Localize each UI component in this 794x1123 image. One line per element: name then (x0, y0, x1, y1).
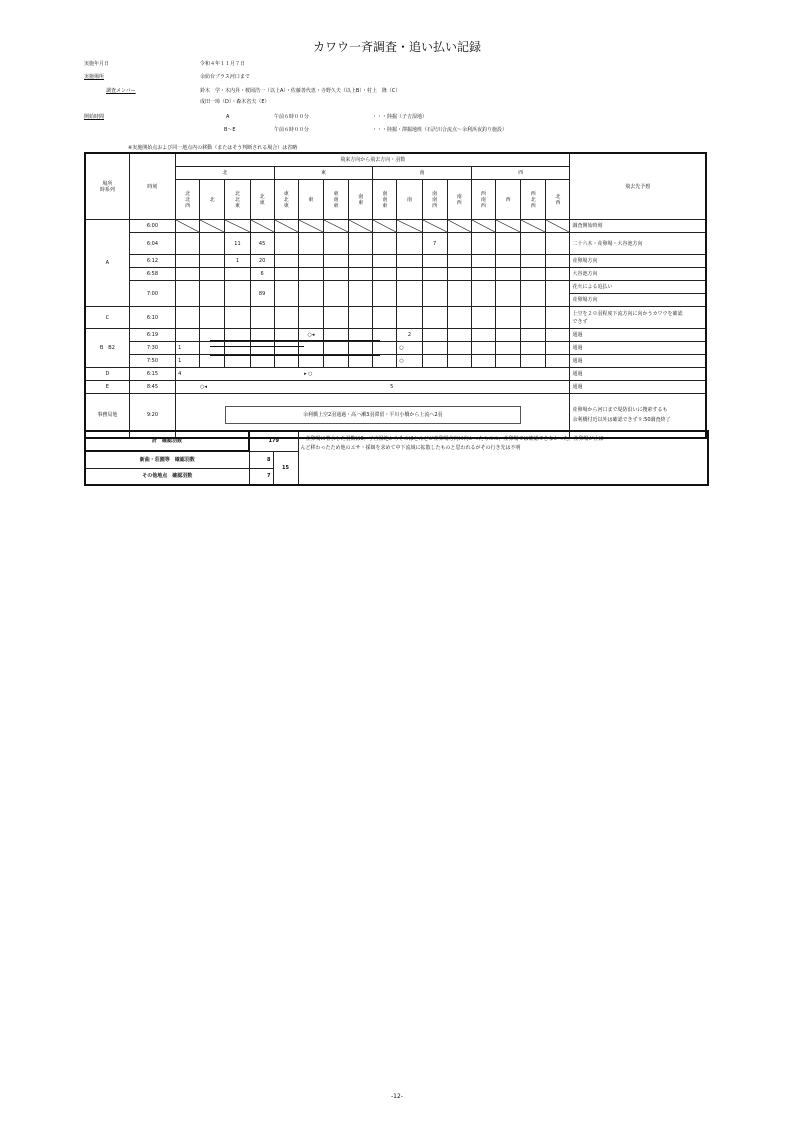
place-value: 余紡台ブラス河口まで (200, 74, 250, 80)
cell-count: 2 (397, 329, 422, 342)
sub-nw: 北 西 (546, 180, 570, 220)
sub-ese: 東 南 東 (323, 180, 348, 220)
sub-nnw: 北 北 西 (176, 180, 200, 220)
row-time: 6:58 (129, 268, 175, 281)
cell-count: 6 (250, 268, 274, 281)
record-table (84, 152, 707, 439)
sub-sw: 南 西 (447, 180, 471, 220)
sub-ssw: 南 南 西 (422, 180, 447, 220)
sub-e: 東 (298, 180, 323, 220)
group-b: B B2 (85, 329, 129, 368)
group-e: E (85, 381, 129, 394)
row-time: 7:30 (129, 342, 175, 355)
cell-mark: ○◂ (298, 329, 323, 342)
sub-ne: 北 東 (250, 180, 274, 220)
dir-east: 東 (274, 167, 373, 180)
members-label: 調査メンバー (106, 88, 136, 94)
cell-mark: ○ (397, 355, 422, 368)
row-time: 6:15 (129, 368, 175, 381)
date-label: 実施年月日 (84, 61, 110, 67)
row-time: 7:50 (129, 355, 175, 368)
sub-ene: 東 北 東 (274, 180, 298, 220)
row-remark: 通過 (570, 381, 706, 394)
header-time: 時刻 (129, 153, 175, 220)
cell-count: 1 (176, 355, 200, 368)
row-time: 6:00 (129, 220, 175, 233)
time-a-note: ・・・陸掘（子吉湿地） (372, 114, 428, 120)
track-line (210, 355, 380, 356)
row-remark: 花火による追払い (570, 281, 706, 294)
cell-count: 7 (422, 233, 447, 255)
date-value: 令和４年１１月７日 (200, 61, 246, 67)
cell-mark: ○ (397, 342, 422, 355)
row-remark: 通過 (570, 342, 706, 355)
row-remark: 通過 (570, 355, 706, 368)
sub-n: 北 (200, 180, 225, 220)
header-remarks: 飛去先予想 (570, 153, 706, 220)
sub-total: 15 (273, 451, 298, 485)
cell-count: 1 (176, 342, 200, 355)
row-e-track (176, 381, 570, 394)
sub-nne: 北 北 東 (225, 180, 250, 220)
row-remark: 調査開始時刻 (570, 220, 706, 233)
cell-count: 11 (225, 233, 250, 255)
track-line (210, 346, 304, 347)
ab-label: 新曲・荘園等 確認羽数 (85, 451, 249, 468)
sub-sse: 南 南 東 (373, 180, 397, 220)
group-a: A (85, 220, 129, 307)
track-line (210, 340, 380, 341)
cell-count: 4 (178, 371, 182, 377)
members-value-1: 鈴木 学・木内昇・桜岡浩一（以上A）・佐藤善代恵・寺野久夫（以上B）・村上 隆（C） (200, 88, 401, 94)
row-time: 6:19 (129, 329, 175, 342)
page-title: カワウ一斉調査・追い払い記録 (312, 40, 481, 54)
row-remark: 上空を２０羽程度下流方向に向かうカワウを確認 できず (570, 307, 706, 329)
row-time: 6:12 (129, 255, 175, 268)
summary-table (84, 430, 709, 486)
group-c: C (85, 307, 129, 329)
place-label: 実施場所 (84, 74, 105, 80)
row-remark: 通過 (570, 368, 706, 381)
time-label: 開始時間 (84, 114, 105, 120)
row-remark: 産卵場方向 (570, 294, 706, 307)
cell-mark: ▸ ○ (304, 371, 313, 377)
group-secretariat: 事務局他 (85, 394, 129, 438)
total-value: 179 (249, 431, 298, 451)
row-time: 9:20 (129, 394, 175, 438)
cell-count: 5 (390, 384, 394, 390)
total-label: 計 確認羽数 (85, 431, 249, 451)
other-value: 7 (249, 468, 273, 485)
cell-mark: ○◂ (200, 384, 207, 390)
members-value-2: 成田一璋（D）・森木省夫（E） (200, 99, 270, 105)
row-remark: 産卵場から河口まで堤防沿いに捜索するも 余利橋付近以外は確認できず９:50調査終了 (570, 394, 706, 438)
dir-west: 西 (471, 167, 570, 180)
row-time: 8:45 (129, 381, 175, 394)
sub-w: 西 (496, 180, 521, 220)
time-b-value: 午前６時００分 (274, 127, 310, 133)
row-remark: 通過 (570, 329, 706, 342)
dir-south: 南 (373, 167, 472, 180)
sub-s: 南 (397, 180, 422, 220)
row-remark: 大谷池方向 (570, 268, 706, 281)
page-number: -12- (391, 1093, 403, 1100)
header-direction: 飛来方向から飛去方向・羽数 (176, 153, 570, 167)
table-note: ※実施開始点および同一地点内の移動（またはそう判断される場合）は省略 (128, 145, 298, 151)
row-remark: 二十六木・産卵場・大谷池方向 (570, 233, 706, 255)
ab-value: 8 (249, 451, 273, 468)
group-d: D (85, 368, 129, 381)
cell-count: 89 (250, 281, 274, 307)
row-d-track (176, 368, 570, 381)
row-time: 6:10 (129, 307, 175, 329)
summary-comment: 産卵場に着水した羽数は0。子吉湿地からそのほとんどが産卵場方向に向かったものの、産卵場では確認できなかった。産卵場が止ほ んど移わったため他のエサ・採餌を求めて中下流域に拡散したものと思われるがその行き先は不明 (298, 431, 708, 485)
time-a-value: 午前６時００分 (274, 114, 310, 120)
sub-wnw: 西 北 西 (521, 180, 546, 220)
sub-se: 南 東 (349, 180, 373, 220)
time-b-group: B～E (224, 127, 236, 133)
secretariat-note-box: 余利橋上空2羽通過・高ハ瀬3羽滞留・平川小橋から上流へ2羽 (225, 406, 521, 424)
time-a-group: A (226, 114, 230, 120)
cell-count: 45 (250, 233, 274, 255)
dir-north: 北 (176, 167, 275, 180)
header-place: 場所 時系列 (85, 153, 129, 220)
row-time: 6:04 (129, 233, 175, 255)
cell-count: 20 (250, 255, 274, 268)
sub-wsw: 西 南 西 (471, 180, 495, 220)
row-time: 7:00 (129, 281, 175, 307)
other-label: その他地点 確認羽数 (85, 468, 249, 485)
time-b-note: ・・・陸掘・澤掘地班（石沢川合流点～余利浜夜釣り施設） (372, 127, 508, 133)
cell-count: 1 (225, 255, 250, 268)
row-remark: 産卵場方向 (570, 255, 706, 268)
